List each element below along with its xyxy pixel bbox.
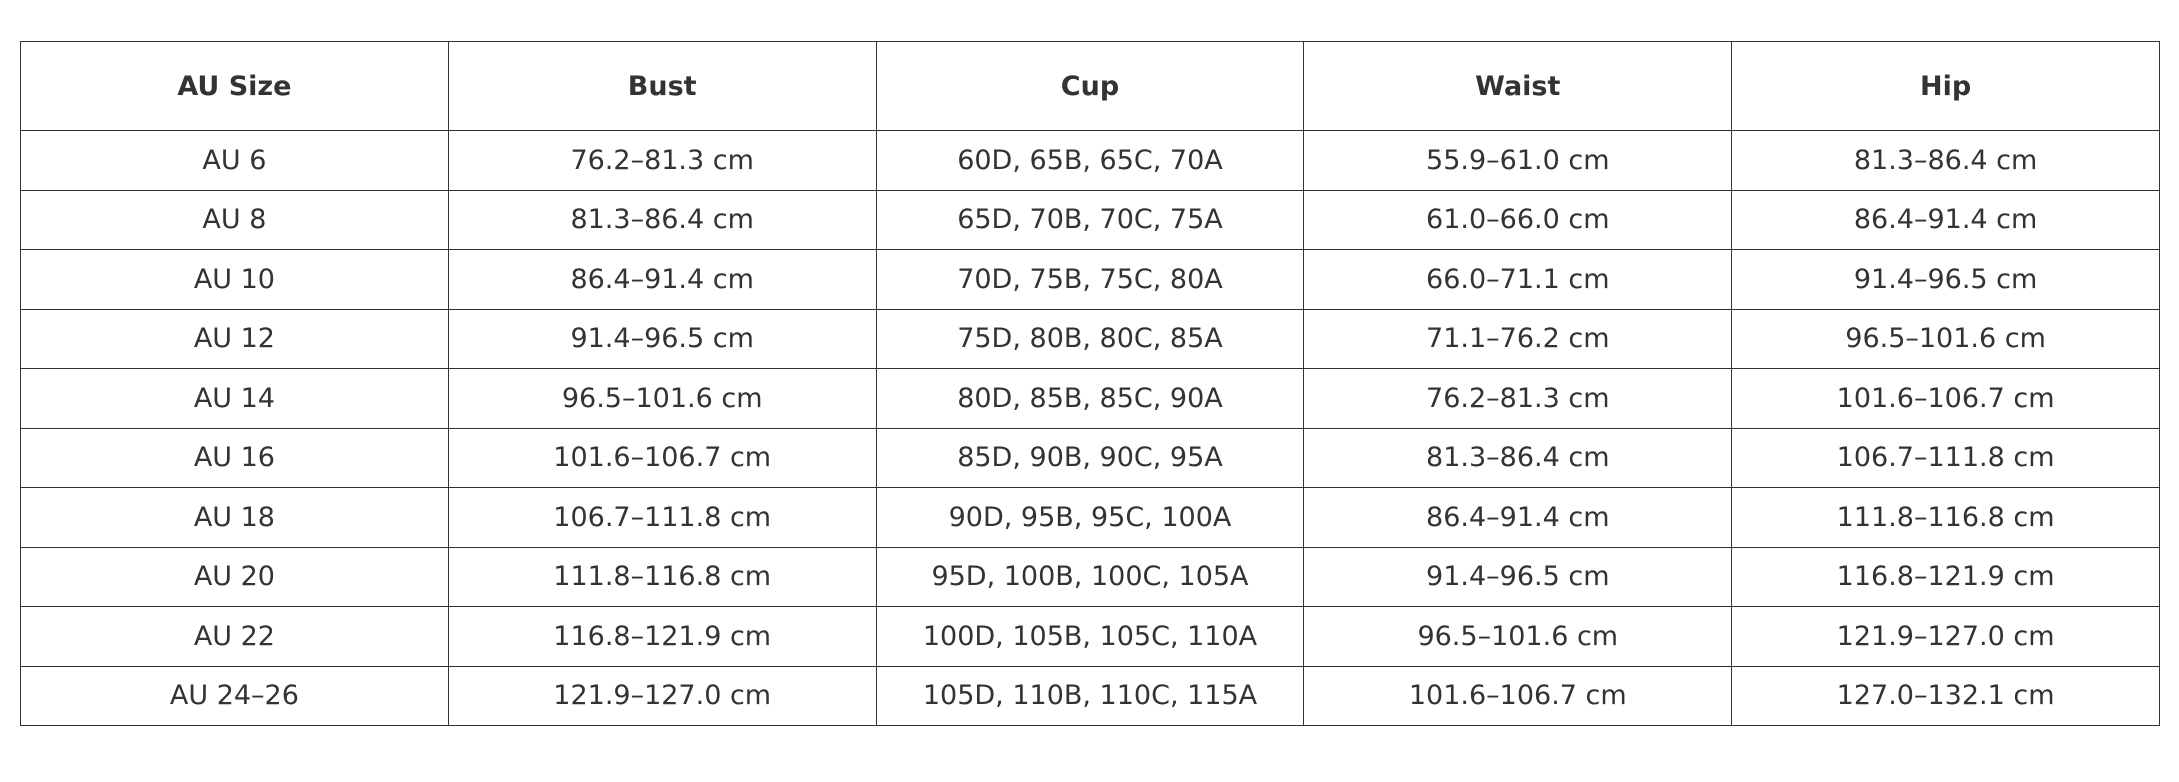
cell-hip: 121.9–127.0 cm [1732, 607, 2160, 667]
size-chart-table [20, 41, 2160, 726]
cell-waist: 86.4–91.4 cm [1304, 488, 1732, 548]
cell-cup: 80D, 85B, 85C, 90A [876, 369, 1304, 429]
cell-cup: 105D, 110B, 110C, 115A [876, 666, 1304, 726]
header-au-size: AU Size [21, 42, 449, 131]
table-row [21, 250, 2160, 310]
cell-cup: 95D, 100B, 100C, 105A [876, 547, 1304, 607]
table-row [21, 607, 2160, 667]
cell-cup: 75D, 80B, 80C, 85A [876, 309, 1304, 369]
cell-cup: 65D, 70B, 70C, 75A [876, 190, 1304, 250]
table-row [21, 369, 2160, 429]
cell-au-size: AU 20 [21, 547, 449, 607]
cell-hip: 116.8–121.9 cm [1732, 547, 2160, 607]
header-waist: Waist [1304, 42, 1732, 131]
cell-bust: 81.3–86.4 cm [448, 190, 876, 250]
cell-au-size: AU 10 [21, 250, 449, 310]
table-row [21, 547, 2160, 607]
table-row [21, 666, 2160, 726]
cell-hip: 111.8–116.8 cm [1732, 488, 2160, 548]
cell-au-size: AU 6 [21, 131, 449, 191]
cell-waist: 61.0–66.0 cm [1304, 190, 1732, 250]
cell-bust: 121.9–127.0 cm [448, 666, 876, 726]
cell-bust: 101.6–106.7 cm [448, 428, 876, 488]
cell-bust: 116.8–121.9 cm [448, 607, 876, 667]
cell-bust: 76.2–81.3 cm [448, 131, 876, 191]
cell-au-size: AU 12 [21, 309, 449, 369]
cell-waist: 101.6–106.7 cm [1304, 666, 1732, 726]
cell-waist: 55.9–61.0 cm [1304, 131, 1732, 191]
cell-au-size: AU 18 [21, 488, 449, 548]
cell-waist: 96.5–101.6 cm [1304, 607, 1732, 667]
cell-waist: 71.1–76.2 cm [1304, 309, 1732, 369]
table-header [21, 42, 2160, 131]
cell-bust: 111.8–116.8 cm [448, 547, 876, 607]
cell-waist: 76.2–81.3 cm [1304, 369, 1732, 429]
cell-cup: 70D, 75B, 75C, 80A [876, 250, 1304, 310]
cell-cup: 85D, 90B, 90C, 95A [876, 428, 1304, 488]
cell-au-size: AU 8 [21, 190, 449, 250]
table-row [21, 309, 2160, 369]
cell-hip: 81.3–86.4 cm [1732, 131, 2160, 191]
header-bust: Bust [448, 42, 876, 131]
cell-cup: 60D, 65B, 65C, 70A [876, 131, 1304, 191]
cell-waist: 66.0–71.1 cm [1304, 250, 1732, 310]
cell-cup: 90D, 95B, 95C, 100A [876, 488, 1304, 548]
table-row [21, 131, 2160, 191]
table-row [21, 488, 2160, 548]
table-row [21, 428, 2160, 488]
header-cup: Cup [876, 42, 1304, 131]
cell-cup: 100D, 105B, 105C, 110A [876, 607, 1304, 667]
cell-waist: 81.3–86.4 cm [1304, 428, 1732, 488]
cell-bust: 86.4–91.4 cm [448, 250, 876, 310]
cell-bust: 91.4–96.5 cm [448, 309, 876, 369]
header-row [21, 42, 2160, 131]
cell-au-size: AU 24–26 [21, 666, 449, 726]
cell-hip: 101.6–106.7 cm [1732, 369, 2160, 429]
cell-hip: 86.4–91.4 cm [1732, 190, 2160, 250]
cell-bust: 106.7–111.8 cm [448, 488, 876, 548]
cell-hip: 106.7–111.8 cm [1732, 428, 2160, 488]
cell-waist: 91.4–96.5 cm [1304, 547, 1732, 607]
table-row [21, 190, 2160, 250]
cell-au-size: AU 16 [21, 428, 449, 488]
cell-au-size: AU 14 [21, 369, 449, 429]
table-body [21, 131, 2160, 726]
cell-hip: 96.5–101.6 cm [1732, 309, 2160, 369]
cell-bust: 96.5–101.6 cm [448, 369, 876, 429]
cell-au-size: AU 22 [21, 607, 449, 667]
header-hip: Hip [1732, 42, 2160, 131]
cell-hip: 127.0–132.1 cm [1732, 666, 2160, 726]
cell-hip: 91.4–96.5 cm [1732, 250, 2160, 310]
